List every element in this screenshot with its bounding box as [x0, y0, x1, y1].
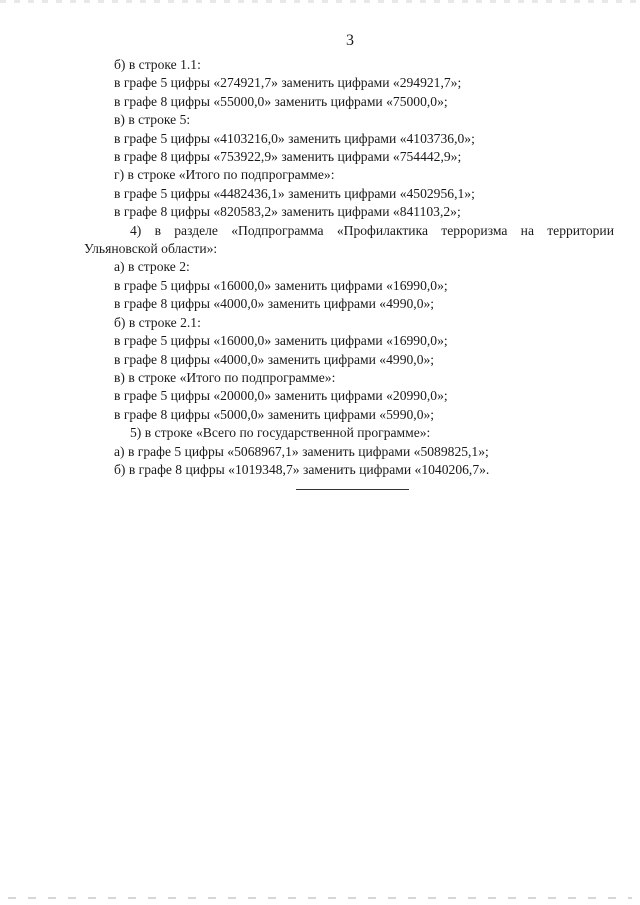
- text-line: в графе 5 цифры «274921,7» заменить цифрами «294921,7»;: [114, 75, 462, 91]
- text-line: в графе 5 цифры «4482436,1» заменить цифрами «4502956,1»;: [114, 185, 475, 201]
- text-line: в) в строке 5:: [114, 112, 191, 128]
- text-line: а) в графе 5 цифры «5068967,1» заменить цифрами «5089825,1»;: [114, 443, 489, 459]
- text-line: б) в строке 1.1:: [114, 57, 201, 72]
- text-line: в графе 5 цифры «16000,0» заменить цифрами «16990,0»;: [114, 277, 448, 293]
- scan-artifact-bottom: [8, 897, 632, 899]
- text-line: в графе 8 цифры «753922,9» заменить цифрами «754442,9»;: [114, 149, 462, 165]
- text-line: в графе 5 цифры «16000,0» заменить цифрами «16990,0»;: [114, 333, 448, 349]
- text-line: б) в строке 2.1:: [114, 314, 201, 330]
- document-body: [84, 56, 614, 479]
- section-heading-line: 4) в разделе «Подпрограмма «Профилактика терроризма на территории: [130, 222, 614, 238]
- text-line: в) в строке «Итого по подпрограмме»:: [114, 369, 336, 385]
- page-number: 3: [346, 32, 354, 49]
- text-line: в графе 5 цифры «20000,0» заменить цифрами «20990,0»;: [114, 388, 448, 404]
- text-line: в графе 8 цифры «820583,2» заменить цифрами «841103,2»;: [114, 204, 461, 220]
- text-line: б) в графе 8 цифры «1019348,7» заменить цифрами «1040206,7».: [114, 461, 490, 477]
- section-heading-continuation: Ульяновской области»:: [84, 241, 218, 257]
- text-line: в графе 8 цифры «5000,0» заменить цифрами «5990,0»;: [114, 406, 435, 422]
- scan-artifact-top: [0, 0, 640, 3]
- text-line: в графе 8 цифры «4000,0» заменить цифрами «4990,0»;: [114, 296, 435, 312]
- text-line: а) в строке 2:: [114, 259, 190, 275]
- text-line: в графе 5 цифры «4103216,0» заменить цифрами «4103736,0»;: [114, 130, 475, 146]
- text-line: 5) в строке «Всего по государственной программе»:: [130, 425, 431, 441]
- end-separator-line: [296, 489, 409, 490]
- text-line: в графе 8 цифры «4000,0» заменить цифрами «4990,0»;: [114, 351, 435, 367]
- text-line: в графе 8 цифры «55000,0» заменить цифрами «75000,0»;: [114, 93, 448, 109]
- text-line: г) в строке «Итого по подпрограмме»:: [114, 167, 335, 183]
